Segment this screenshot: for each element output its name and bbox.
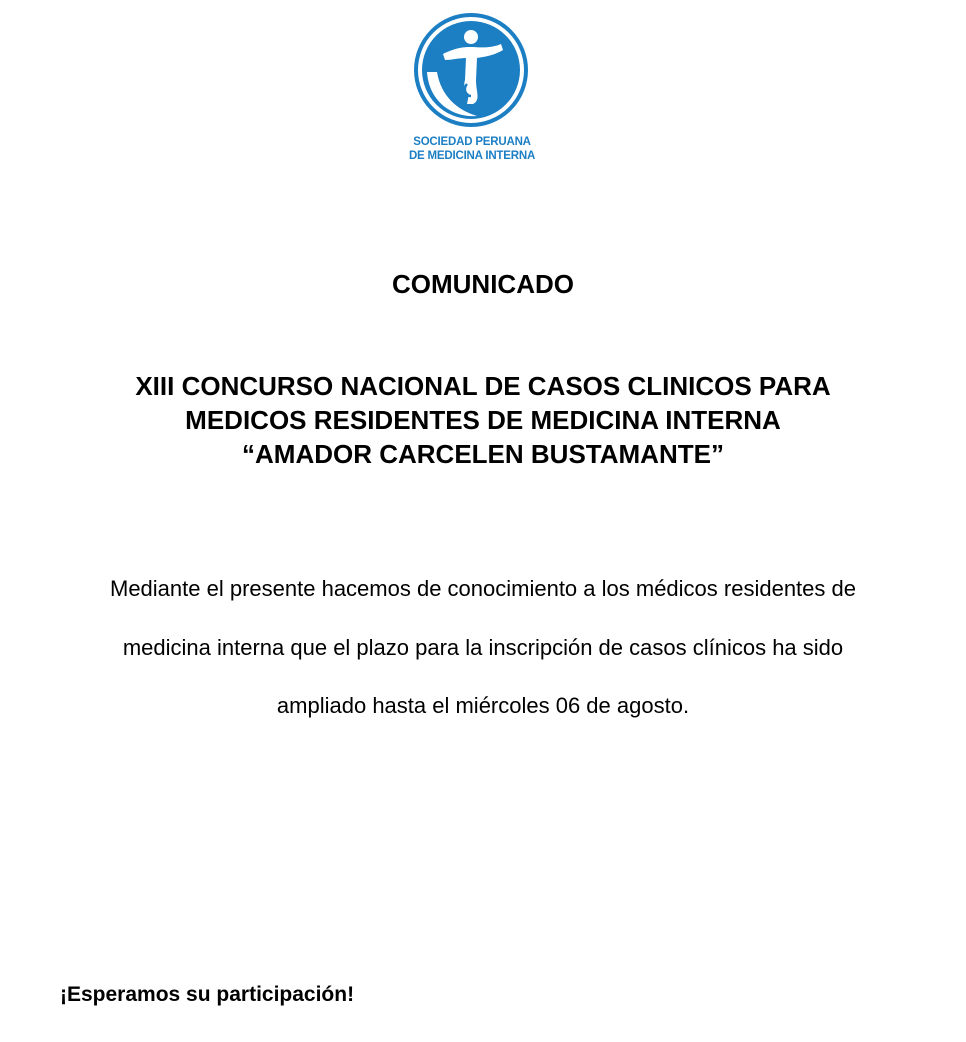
announcement-body xyxy=(40,560,926,736)
announcement-line: Mediante el presente hacemos de conocimiento a los médicos residentes de xyxy=(110,576,856,601)
closing-message: ¡Esperamos su participación! xyxy=(60,983,355,1006)
medical-society-emblem-icon xyxy=(411,10,531,130)
contest-title xyxy=(0,369,966,471)
announcement-line: medicina interna que el plazo para la inscripción de casos clínicos ha sido xyxy=(122,634,844,660)
contest-title-line: MEDICOS RESIDENTES DE MEDICINA INTERNA xyxy=(185,405,781,435)
society-logo xyxy=(396,10,548,170)
society-name xyxy=(396,135,548,163)
document-heading: COMUNICADO xyxy=(392,269,574,299)
contest-title-line: “AMADOR CARCELEN BUSTAMANTE” xyxy=(242,439,724,469)
society-name-line-1: SOCIEDAD PERUANA xyxy=(413,136,531,148)
contest-title-line: XIII CONCURSO NACIONAL DE CASOS CLINICOS PARA xyxy=(135,371,831,401)
society-name-line-2: DE MEDICINA INTERNA xyxy=(408,150,536,162)
announcement-line: ampliado hasta el miércoles 06 de agosto. xyxy=(276,693,690,718)
